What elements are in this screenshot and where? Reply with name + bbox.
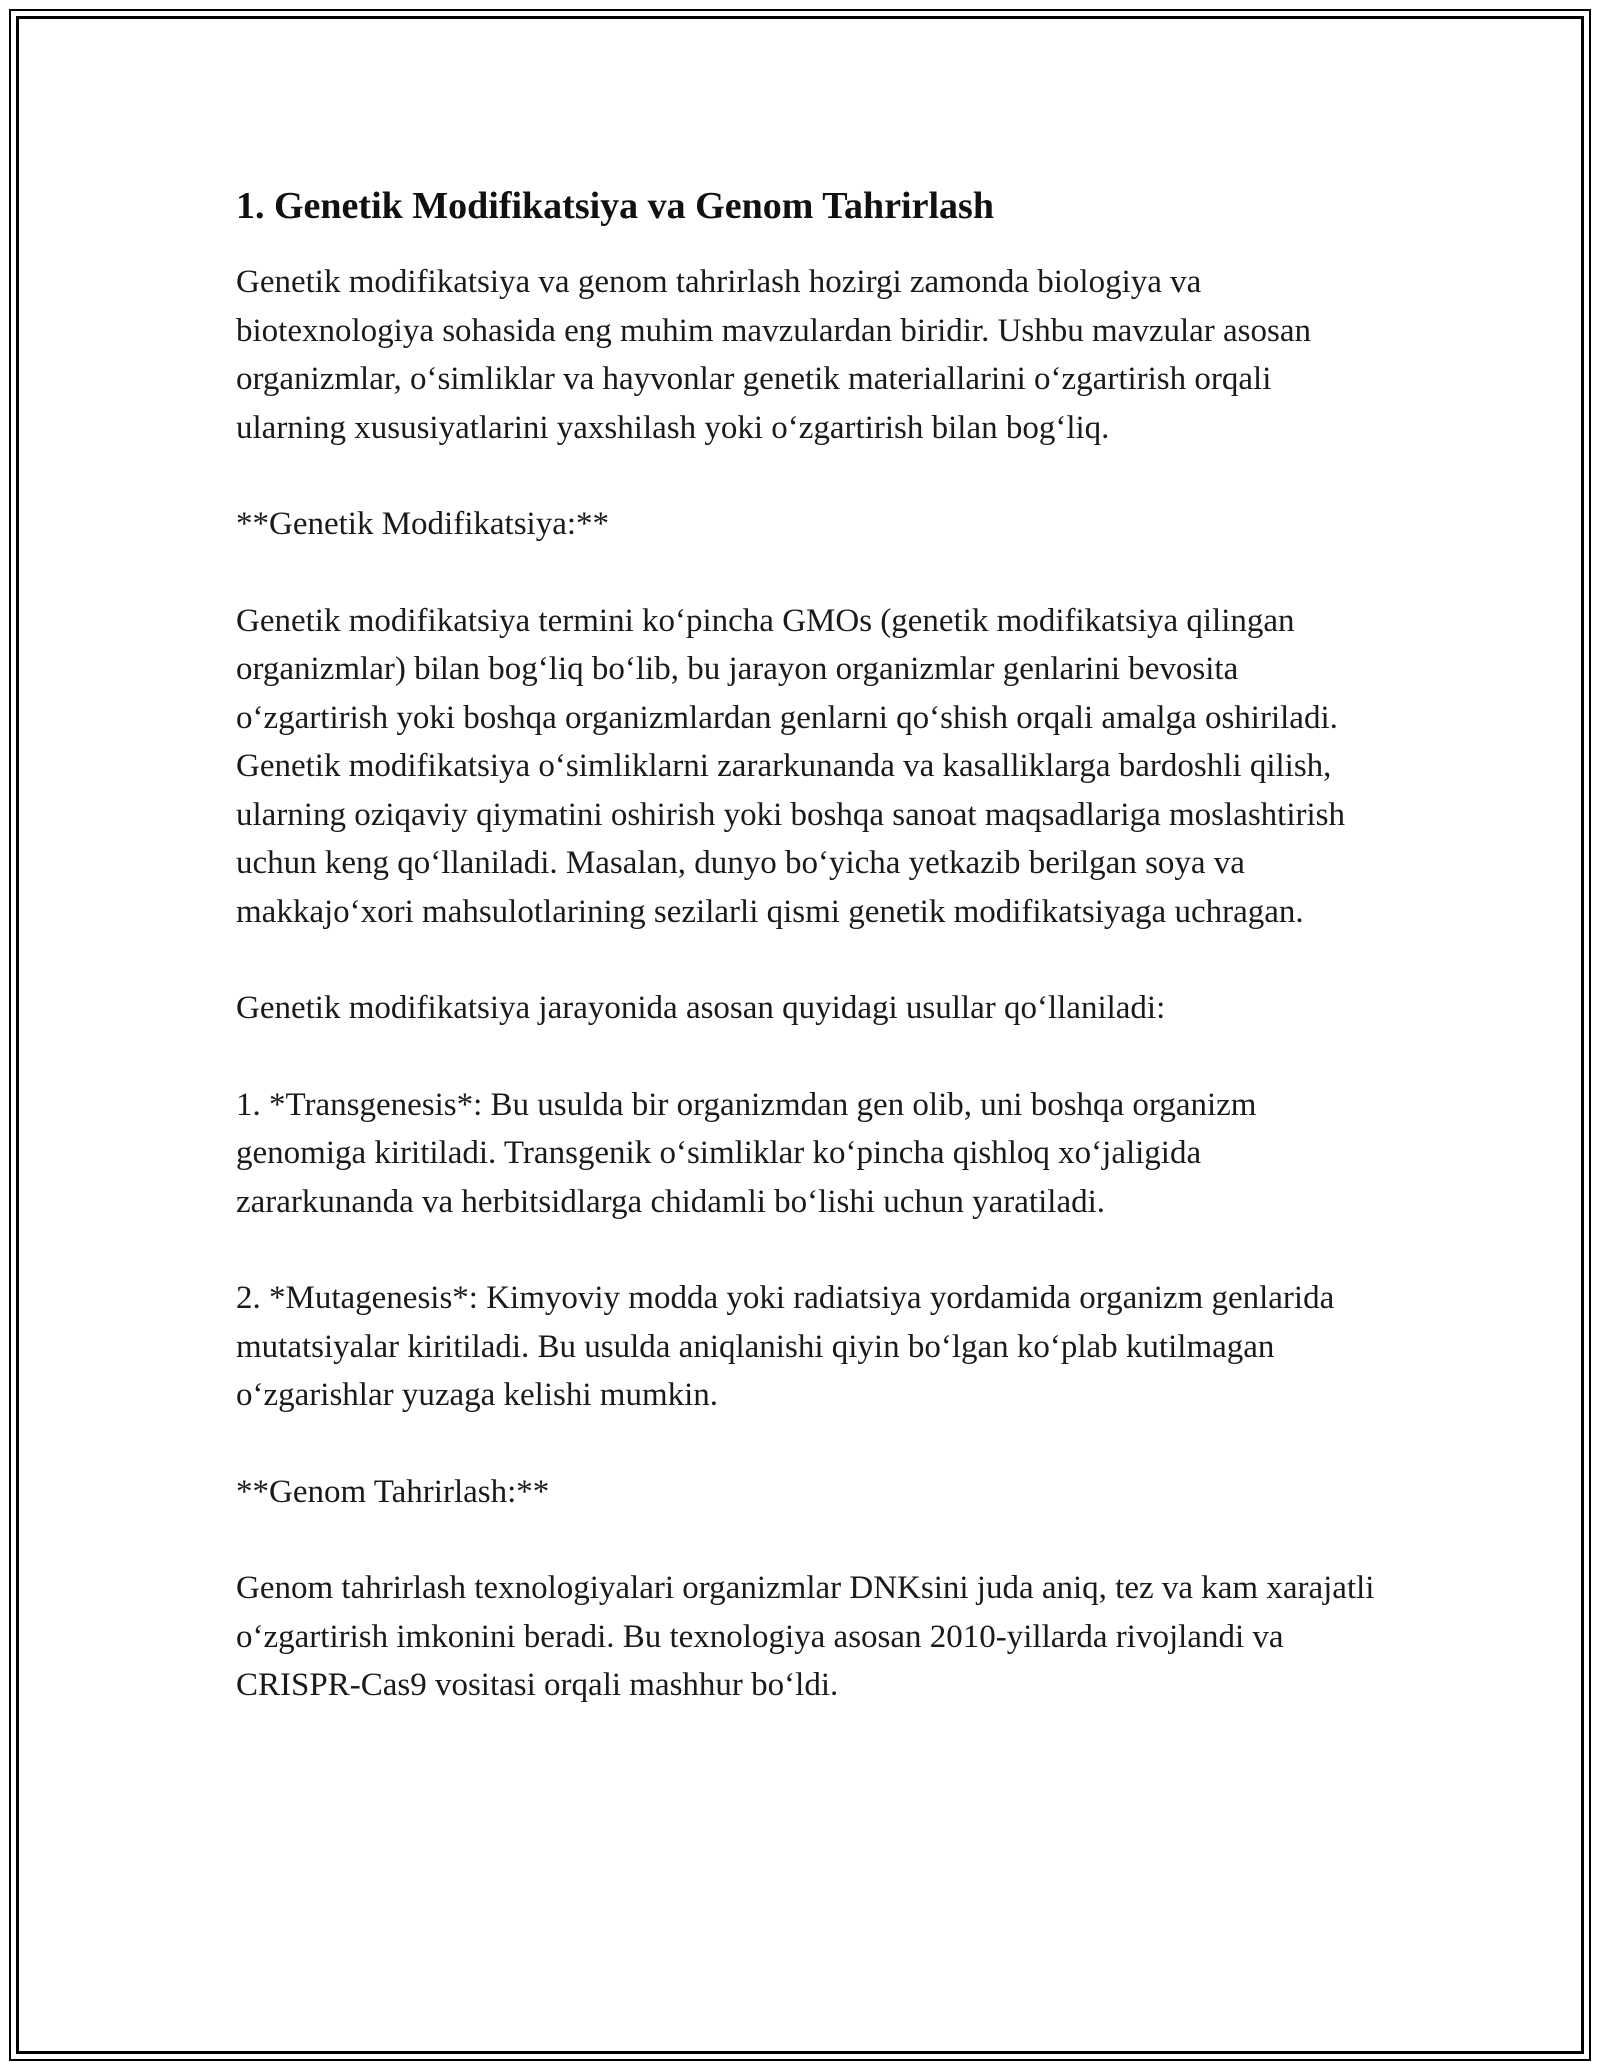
genome-editing-paragraph: Genom tahrirlash texnologiyalari organizmlar DNKsini juda aniq, tez va kam xarajatli o‘zgartirish imkonini beradi. Bu texnologiya asosan 2010-yillarda rivojlandi va CRISPR-Cas9 vositasi orqali mashhur bo‘ldi. — [236, 1570, 1375, 1703]
mutagenesis-paragraph: 2. *Mutagenesis*: Kimyoviy modda yoki radiatsiya yordamida organizm genlarida mutatsiyalar kiritiladi. Bu usulda aniqlanishi qiyin bo‘lgan ko‘plab kutilmagan o‘zgarishlar yuzaga kelishi mumkin. — [236, 1280, 1335, 1413]
intro-paragraph: Genetik modifikatsiya va genom tahrirlash hozirgi zamonda biologiya va biotexnologiya sohasida eng muhim mavzulardan biridir. Ushbu mavzular asosan organizmlar, o‘simliklar va hayvonlar genetik materiallarini o‘zgartirish orqali ularning xususiyatlarini yaxshilash yoki o‘zgartirish bilan bog‘liq. — [236, 264, 1312, 446]
genome-editing-heading: **Genom Tahrirlash:** — [236, 1473, 550, 1510]
document-body — [236, 182, 1386, 1710]
transgenesis-paragraph: 1. *Transgenesis*: Bu usulda bir organizmdan gen olib, uni boshqa organizm genomiga kiritiladi. Transgenik o‘simliklar ko‘pincha qishloq xo‘jaligida zararkunanda va herbitsidlarga chidamli bo‘lishi uchun yaratiladi. — [236, 1086, 1257, 1220]
genetic-modification-heading: **Genetik Modifikatsiya:** — [236, 506, 610, 542]
document-title: 1. Genetik Modifikatsiya va Genom Tahrirlash — [236, 185, 994, 227]
methods-intro-paragraph: Genetik modifikatsiya jarayonida asosan quyidagi usullar qo‘llaniladi: — [236, 990, 1166, 1026]
genetic-modification-paragraph: Genetik modifikatsiya termini ko‘pincha GMOs (genetik modifikatsiya qilingan organizmlar) bilan bog‘liq bo‘lib, bu jarayon organizmlar genlarini bevosita o‘zgartirish yoki boshqa organizmlardan genlarni qo‘shish orqali amalga oshiriladi. Genetik modifikatsiya o‘simliklarni zararkunanda va kasalliklarga bardoshli qilish, ularning oziqaviy qiymatini oshirish yoki boshqa sanoat maqsadlariga moslashtirish uchun keng qo‘llaniladi. Masalan, dunyo bo‘yicha yetkazib berilgan soya va makkajo‘xori mahsulotlarining sezilarli qismi genetik modifikatsiyaga uchragan. — [236, 602, 1345, 930]
